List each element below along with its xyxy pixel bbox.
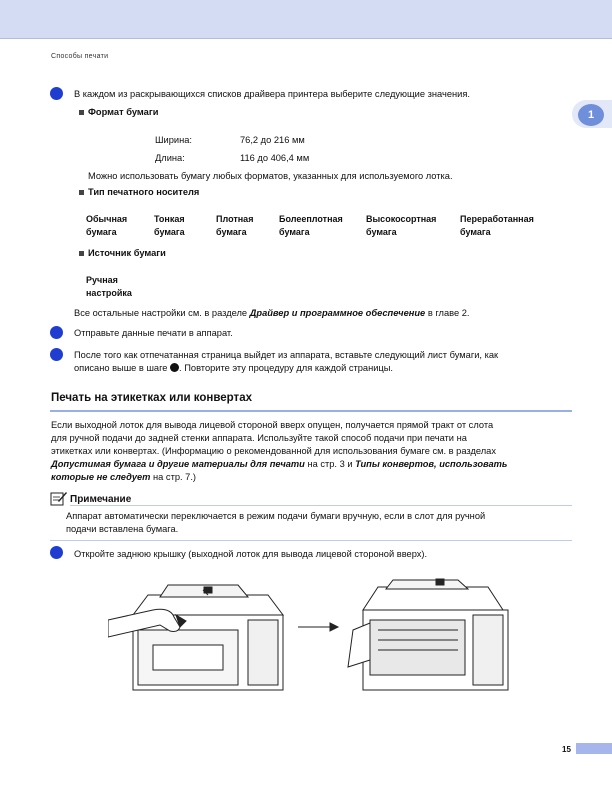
section-label: Способы печати (51, 53, 109, 60)
note-bottom-rule (50, 540, 572, 541)
media-type-label: Тип печатного носителя (88, 187, 200, 197)
step3-line2: описано выше в шаге . Повторите эту процедуру для каждой страницы. (74, 363, 394, 373)
header-band (0, 0, 612, 38)
section-paragraph-line4: Допустимая бумага и другие материалы для печати на стр. 3 и Типы конвертов, использовать (51, 459, 508, 469)
media-option-plain: Обычная бумага (86, 214, 128, 238)
chapter-number: 1 (578, 104, 604, 126)
driver-software-ref: Драйвер и программное обеспечение (249, 308, 426, 318)
note-title: Примечание (70, 494, 132, 505)
width-label: Ширина: (155, 135, 192, 145)
step-number-icon (50, 546, 63, 559)
step2-text: Отправьте данные печати в аппарат. (74, 328, 233, 338)
note-top-rule (70, 505, 572, 506)
step-number-icon (50, 348, 63, 361)
note-pencil-icon (50, 490, 68, 506)
step-reference-icon (170, 363, 179, 372)
section-paragraph-line2: для ручной подачи до задней стенки аппарата. Используйте такой способ подачи при печати на (51, 433, 467, 443)
paper-source-value: Ручная настройка (86, 275, 132, 299)
paper-size-note: Можно использовать бумагу любых форматов, указанных для используемого лотка. (88, 171, 453, 181)
bullet-icon (79, 190, 84, 195)
section-paragraph-line5: которые не следует на стр. 7.) (51, 472, 197, 482)
footer-bar (576, 743, 612, 754)
width-value: 76,2 до 216 мм (240, 135, 305, 145)
media-option-thick: Плотная бумага (216, 214, 254, 238)
section-paragraph-line1: Если выходной лоток для вывода лицевой стороной вверх опущен, получается прямой тракт от слота (51, 420, 494, 430)
bullet-icon (79, 251, 84, 256)
step4-text: Откройте заднюю крышку (выходной лоток для вывода лицевой стороной вверх). (74, 549, 428, 559)
step-number-icon (50, 326, 63, 339)
header-rule (0, 38, 612, 39)
step3-line1: После того как отпечатанная страница выйдет из аппарата, вставьте следующий лист бумаги, как (74, 350, 499, 360)
step1-text: В каждом из раскрывающихся списков драйвера принтера выберите следующие значения. (74, 89, 470, 99)
bullet-icon (79, 110, 84, 115)
media-option-thin: Тонкая бумага (154, 214, 185, 238)
note-line2: подачи вставлена бумага. (66, 524, 179, 534)
page-number: 15 (562, 745, 571, 754)
media-option-recycled: Переработанная бумага (460, 214, 534, 238)
section-heading: Печать на этикетках или конвертах (51, 392, 252, 404)
paper-source-label: Источник бумаги (88, 248, 166, 258)
step-number-icon (50, 87, 63, 100)
section-paragraph-line3: этикетках или конвертах. (Информацию о рекомендованной для использования бумаге см. в разделах (51, 446, 496, 456)
media-option-bond: Высокосортная бумага (366, 214, 437, 238)
paper-size-label: Формат бумаги (88, 107, 159, 117)
note-line1: Аппарат автоматически переключается в режим подачи бумаги вручную, если в слот для ручной (66, 511, 486, 521)
printer-illustration (108, 575, 518, 700)
heading-rule (50, 410, 572, 412)
acceptable-paper-ref: Допустимая бумага и другие материалы для печати (51, 459, 305, 469)
length-value: 116 до 406,4 мм (240, 153, 310, 163)
media-option-thicker: Болееплотная бумага (279, 214, 343, 238)
other-settings-text: Все остальные настройки см. в разделе Драйвер и программное обеспечение в главе 2. (74, 308, 470, 318)
envelope-types-ref: Типы конвертов, использовать (355, 459, 508, 469)
length-label: Длина: (155, 153, 185, 163)
